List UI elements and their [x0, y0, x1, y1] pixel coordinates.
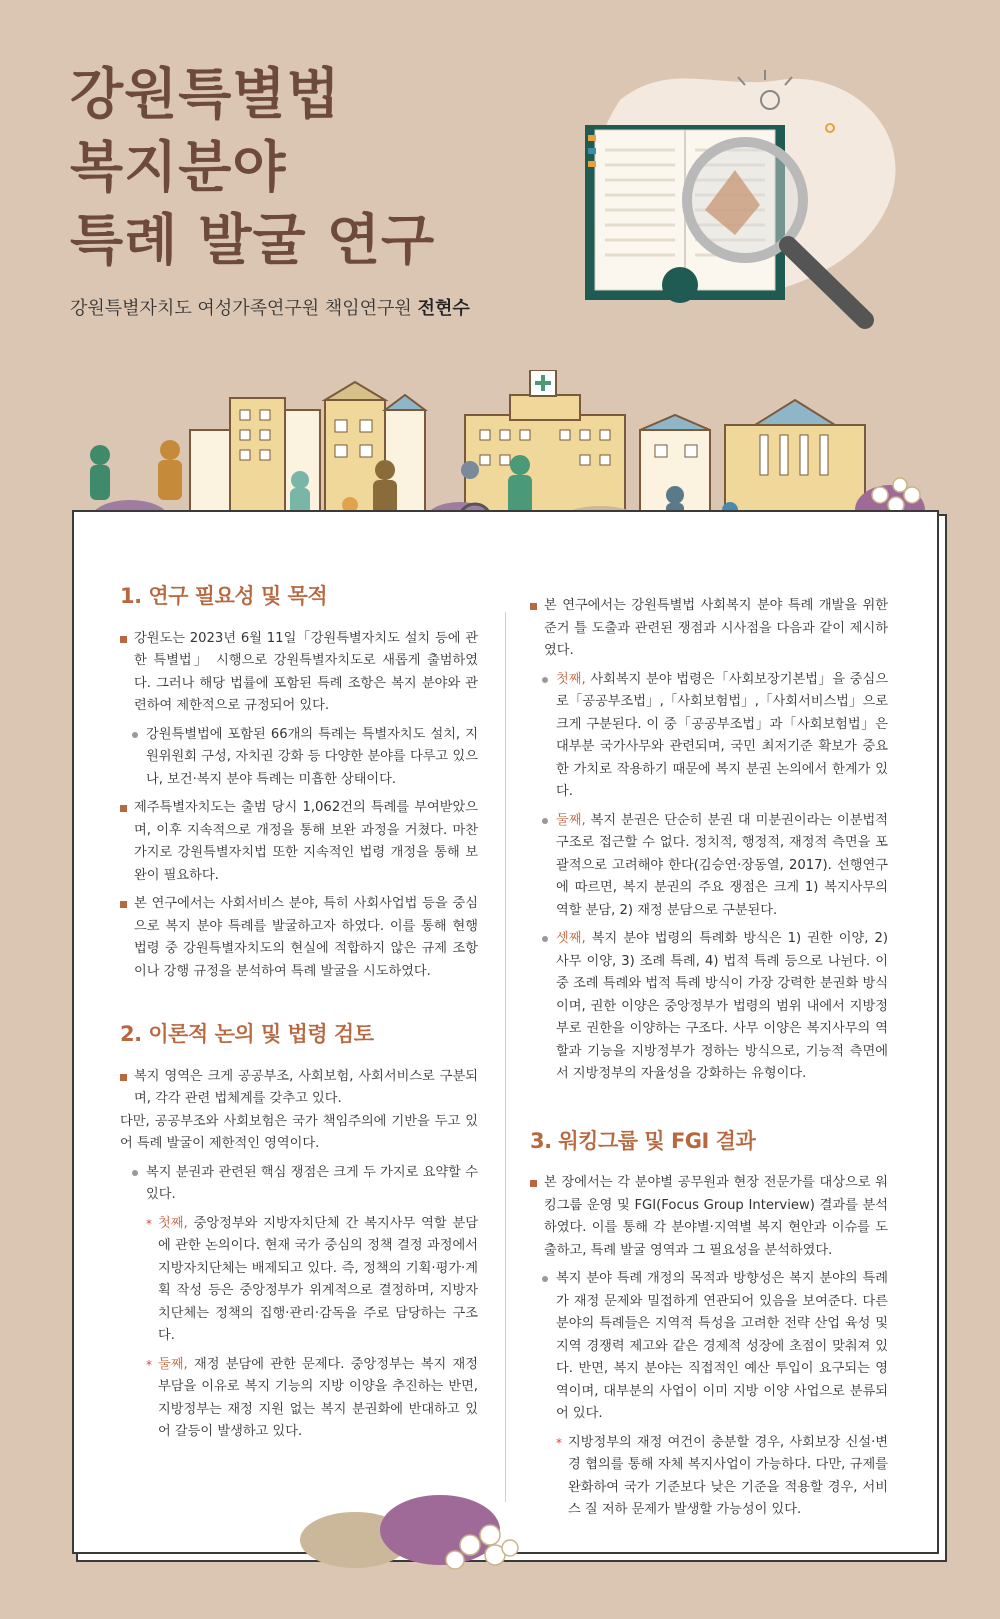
author-name: 전현수 [417, 298, 470, 319]
s2r-first-label: 첫째, [556, 671, 586, 687]
s2r-third-label: 셋째, [556, 931, 586, 946]
page-title [70, 58, 435, 277]
book-magnifier-illustration [560, 40, 920, 360]
bottom-flower-decoration [295, 1470, 555, 1570]
s2r-second-point [530, 810, 888, 923]
s3-subpoint-1: 복지 분야 특례 개정의 목적과 방향성은 복지 분야의 특례가 재정 문제와 밀접하게 연관되어 있음을 보여준다. 다른 분야의 특례들은 지역적 특성을 고려한 전략 산업 육성 및 지역 경쟁력 제고와 같은 경제적 성장에 초점이 맞춰져 있다. 반면, 복지 분야는 직접적인 예산 투입이 요구되는 영역이며, 대부분의 사업이 이미 지방 이양 사업으로 분류되어 있다. [530, 1268, 888, 1426]
s2r-second-label: 둘째, [556, 812, 586, 828]
author-line [70, 294, 470, 320]
s2-first-label: 첫째, [158, 1215, 188, 1231]
s2-second-text: 재정 분담에 관한 문제다. 중앙정부는 복지 재정 부담을 이유로 복지 기능의 지방 이양을 추진하는 반면, 지방정부는 재정 지원 없는 복지 분권화에 반대하고 있어 갈등이 발생하고 있다. [158, 1356, 478, 1439]
left-column [120, 585, 478, 1470]
s3-paragraph-1: 본 장에서는 각 분야별 공무원과 현장 전문가를 대상으로 워킹그룹 운영 및 FGI(Focus Group Interview) 결과를 분석하였다. 이를 통해 각 분야별·지역별 복지 현안과 이슈를 도출하고, 특례 발굴 영역과 그 필요성을 분석하였다. [530, 1172, 888, 1262]
author-affiliation: 강원특별자치도 여성가족연구원 책임연구원 [70, 298, 412, 319]
section-2 [120, 1023, 478, 1444]
s2-second-label: 둘째, [158, 1356, 188, 1372]
s2r-paragraph-1: 본 연구에서는 강원특별법 사회복지 분야 특례 개발을 위한 준거 틀 도출과 관련된 쟁점과 시사점을 다음과 같이 제시하였다. [530, 595, 888, 663]
section-1-heading: 1. 연구 필요성 및 목적 [120, 584, 328, 608]
column-divider [505, 612, 506, 1502]
section-3 [530, 1130, 888, 1522]
s2r-third-point [530, 928, 888, 1086]
s2r-first-point [530, 669, 888, 804]
section-2-continued [530, 595, 888, 1086]
right-column [530, 595, 888, 1548]
title-line-1: 강원특별법 [70, 62, 341, 126]
s2-first-text: 중앙정부와 지방자치단체 간 복지사무 역할 분담에 관한 논의이다. 현재 국가 중심의 정책 결정 과정에서 지방자치단체는 배제되고 있다. 즉, 정책의 기획·평가·계획 작성 등은 중앙정부가 위계적으로 결정하며, 지방자치단체는 정책의 집행·관리·감독을 주로 담당하는 구조다. [158, 1215, 478, 1343]
s1-subpoint-1: 강원특별법에 포함된 66개의 특례는 특별자치도 설치, 지원위원회 구성, 자치권 강화 등 다양한 분야를 다루고 있으나, 보건·복지 분야 특례는 미흡한 상태이다. [120, 724, 478, 792]
section-1 [120, 585, 478, 983]
section-3-heading: 3. 워킹그룹 및 FGI 결과 [530, 1128, 756, 1153]
s3-note: * 지방정부의 재정 여건이 충분할 경우, 사회보장 신설·변경 협의를 통해 자체 복지사업이 가능하다. 다만, 규제를 완화하여 국가 기준보다 낮은 기준을 적용할 경우, 서비스 질 저하 문제가 발생할 가능성이 있다. [530, 1432, 888, 1522]
s2r-first-text: 사회복지 분야 법령은「사회보장기본법」을 중심으로「공공부조법」,「사회보험법」,「사회서비스법」으로 크게 구분된다. 이 중「공공부조법」과「사회보험법」은 대부분 국가사무와 관련되며, 국민 최저기준 확보가 중요한 가치로 작용하기 때문에 복지 분권 논의에서 한계가 있다. [556, 671, 888, 799]
title-line-2: 복지분야 [70, 135, 287, 199]
s2-first-point [120, 1213, 478, 1348]
s2-second-point [120, 1354, 478, 1444]
s1-paragraph-2: 제주특별자치도는 출범 당시 1,062건의 특례를 부여받았으며, 이후 지속적으로 개정을 통해 보완 과정을 거쳤다. 마찬가지로 강원특별자치법 또한 지속적인 법령 개정을 통해 보완이 필요하다. [120, 797, 478, 887]
s2-paragraph-1b: 다만, 공공부조와 사회보험은 국가 책임주의에 기반을 두고 있어 특례 발굴이 제한적인 영역이다. [120, 1113, 478, 1151]
s2r-third-text: 복지 분야 법령의 특례화 방식은 1) 권한 이양, 2) 사무 이양, 3) 조례 특례, 4) 법적 특례 등으로 나뉜다. 이 중 조례 특례와 법적 특례 방식이 가장 강력한 분권화 방식이며, 권한 이양은 중앙정부가 법령의 범위 내에서 지방정부로 권한을 이양하는 구조다. 사무 이양은 복지사무의 역할과 기능을 지방정부가 정하는 방식으로, 기능적 측면에서 지방정부의 자율성을 강화하는 유형이다. [556, 931, 888, 1081]
section-2-heading: 2. 이론적 논의 및 법령 검토 [120, 1022, 374, 1046]
s1-paragraph-3: 본 연구에서는 사회서비스 분야, 특히 사회사업법 등을 중심으로 복지 분야 특례를 발굴하고자 하였다. 이를 통해 현행 법령 중 강원특별자치도의 현실에 적합하지 않은 규제 조항이나 강행 규정을 분석하여 특례 발굴을 시도하였다. [120, 893, 478, 983]
s2-paragraph-1: 복지 영역은 크게 공공부조, 사회보험, 사회서비스로 구분되며, 각각 관련 법체계를 갖추고 있다. [120, 1066, 478, 1111]
title-line-3: 특례 발굴 연구 [70, 208, 436, 272]
s2-subpoint-1: 복지 분권과 관련된 핵심 쟁점은 크게 두 가지로 요약할 수 있다. [120, 1162, 478, 1207]
s2r-second-text: 복지 분권은 단순히 분권 대 미분권이라는 이분법적 구조로 접근할 수 없다. 정치적, 행정적, 재정적 측면을 포괄적으로 고려해야 한다(김승연·장동열, 2017). 선행연구에 따르면, 복지 분권의 주요 쟁점은 크게 1) 복지사무의 역할 분담, 2) 재정 분담으로 구분된다. [556, 812, 888, 918]
s1-paragraph-1: 강원도는 2023년 6월 11일「강원특별자치도 설치 등에 관한 특별법」 시행으로 강원특별자치도로 새롭게 출범하였다. 그러나 해당 법률에 포함된 특례 조항은 복지 분야와 관련하여 제한적으로 규정되어 있다. [120, 628, 478, 718]
